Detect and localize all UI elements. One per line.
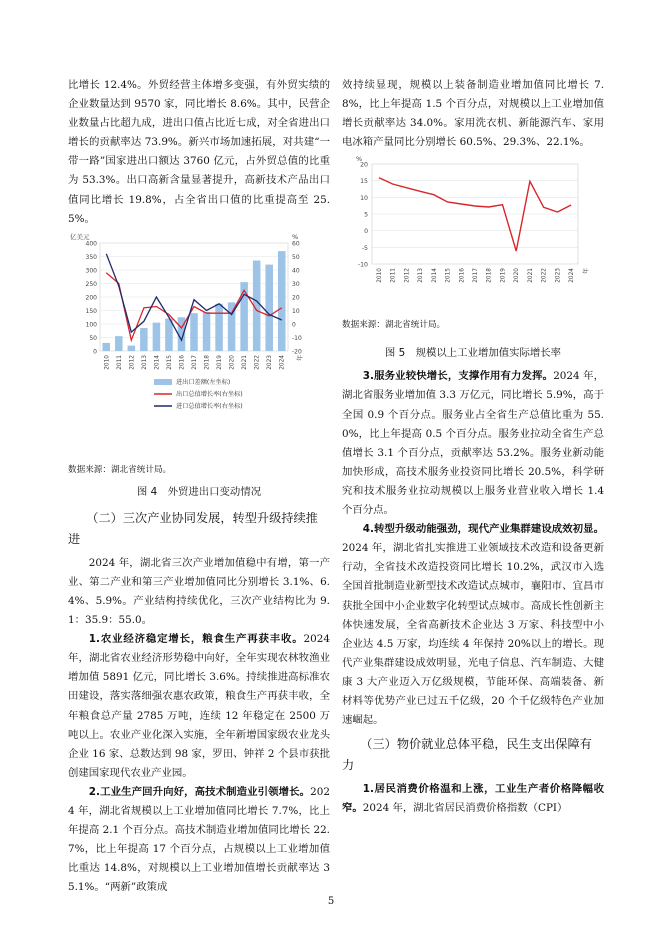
x-tick: 2018 <box>204 354 211 370</box>
x-tick: 2019 <box>217 354 224 370</box>
y-left-tick: 300 <box>85 267 97 275</box>
y-right-tick: 20 <box>292 294 300 302</box>
y-axis-label: % <box>356 155 363 164</box>
paragraph: 2024 年，湖北省三次产业增加值稳中有增，第一产业、第二产业和第三产业增加值同比分别增长 3.1%、6.4%、5.9%。产业结构持续优化，三次产业结构比为 9.1：35.9：55.0。 <box>68 556 330 627</box>
item-title: 1.农业经济稳定增长，粮食生产再获丰收。 <box>88 633 304 646</box>
item-text: 2024 年，湖北省规模以上工业增加值同比增长 7.7%，比上年提高 2.1 个百分点。高技术制造业增加值同比增长 22.7%，比上年提高 17 个百分点，占规模以上工业增加值比重达 14.8%，对规模以上工业增加值增长贡献率达 35.1%。“两新”政策成 <box>68 785 330 894</box>
chart-caption: 图 5 规模以上工业增加值实际增长率 <box>384 347 562 360</box>
y-right-tick: -10 <box>292 334 302 342</box>
x-tick: 2015 <box>166 354 173 370</box>
x-tick: 2024 <box>569 268 576 284</box>
paragraph <box>342 520 604 730</box>
bar <box>265 264 273 350</box>
bar <box>153 322 161 350</box>
x-tick: 2017 <box>473 268 479 284</box>
x-tick: 2018 <box>486 268 493 284</box>
x-tick: 2023 <box>267 354 274 370</box>
paragraph <box>68 783 330 898</box>
bar <box>278 251 286 351</box>
item-title: 1.居民消费价格温和上涨，工业生产者价格降幅收窄。 <box>342 783 604 815</box>
y-left-tick: 350 <box>85 253 97 261</box>
x-tick: 2012 <box>404 268 411 284</box>
y-left-tick: 250 <box>85 280 97 288</box>
y-tick: 5 <box>364 211 368 219</box>
bar <box>103 343 111 351</box>
right-column <box>342 76 604 818</box>
chart-caption: 图 4 外贸进出口变动情况 <box>136 485 262 498</box>
x-tick: 2019 <box>500 268 507 284</box>
item-title: 3.服务业较快增长，支撑作用有力发挥。 <box>362 370 554 383</box>
x-tick: 2016 <box>179 354 186 370</box>
x-axis-label: 年 <box>583 268 590 275</box>
bar <box>203 312 211 351</box>
y-left-tick: 200 <box>85 294 97 302</box>
x-tick: 2010 <box>376 268 383 284</box>
item-text: 2024 年，湖北省服务业增加值 3.3 万亿元，同比增长 5.9%，高于全国 0.9 个百分点。服务业占全省生产总值比重为 55.0%，比上年提高 0.5 个百分点。服务业拉动全省生产总值增长 3.1 个百分点，贡献率达 53.2%。服务业新动能加快形成，高技术服务业投资同比增长 20.5%，科学研究和技术服务业拉动规模以上服务业营业收入增长 1.4 个百分点。 <box>342 370 604 517</box>
legend-label: 进口总值增长率(右坐标) <box>176 402 243 410</box>
chart-source: 数据来源：湖北省统计局。 <box>342 320 446 331</box>
x-tick: 2015 <box>445 268 452 284</box>
x-tick: 2017 <box>192 354 198 370</box>
x-tick: 2013 <box>418 268 425 284</box>
item-title: 4.转型升级动能强劲，现代产业集群建设成效初显。 <box>362 523 604 536</box>
industrial-growth-chart <box>342 152 604 312</box>
x-tick: 2023 <box>555 268 562 284</box>
paragraph <box>342 367 604 520</box>
page-number: 5 <box>327 896 335 907</box>
bar <box>128 345 136 350</box>
y-left-unit: 亿美元 <box>70 232 90 241</box>
legend-swatch <box>154 379 172 385</box>
item-text: 2024 年，湖北省农业经济形势稳中向好，全年实现农林牧渔业增加值 5891 亿元，同比增长 3.6%。持续推进高标准农田建设，落实落细强农惠农政策，粮食生产再获丰收，全年粮食总产量 2785 万吨，连续 12 年稳定在 2500 万吨以上。农业产业化深入实施，全年新增国家级农业龙头企业 16 家、总数达到 98 家，罗田、钟祥 2 个县市获批创建国家现代农业产业园。 <box>68 633 330 779</box>
y-right-unit: % <box>292 232 299 241</box>
section-title: （二）三次产业协同发展，转型升级持续推进 <box>68 510 318 546</box>
y-tick: 0 <box>364 228 368 236</box>
bar <box>140 328 148 351</box>
paragraph: 效持续显现，规模以上装备制造业增加值同比增长 7.8%，比上年提高 1.5 个百分点，对规模以上工业增加值增长贡献率达 34.0%。家用洗衣机、新能源汽车、家用电冰箱产量同比分别增长 60.5%、29.3%、22.1%。 <box>342 79 604 149</box>
chart-source: 数据来源：湖北省统计局。 <box>68 464 172 475</box>
x-tick: 2022 <box>254 354 261 370</box>
paragraph: 比增长 12.4%。外贸经营主体增多变强，有外贸实绩的企业数量达到 9570 家，同比增长 8.6%。其中，民营企业数量占比超九成，进出口值占比近七成，对全省进出口增长的贡献率达 73.9%。新兴市场加速拓展，对共建“一带一路”国家进出口额达 3760 亿元，占外贸总值的比重为 53.3%。出口高新含量显著提升，高新技术产品出口值同比增长 19.8%，占全省出口值的比重提高至 25.5%。 <box>68 79 330 225</box>
bar <box>190 313 198 351</box>
item-text: 2024 年，湖北省居民消费价格指数（CPI） <box>362 802 568 815</box>
y-left-tick: 50 <box>89 334 97 342</box>
left-column <box>68 76 330 897</box>
x-tick: 2021 <box>527 268 534 284</box>
y-right-tick: 10 <box>292 307 300 315</box>
y-right-tick: 0 <box>292 321 296 329</box>
y-right-tick: 50 <box>292 253 300 261</box>
item-title: 2.工业生产回升向好，高技术制造业引领增长。 <box>88 785 311 798</box>
x-tick: 2024 <box>279 354 286 370</box>
x-tick: 2010 <box>104 354 111 370</box>
y-tick: 20 <box>360 161 368 169</box>
paragraph <box>68 630 330 783</box>
x-tick: 2011 <box>390 268 397 284</box>
bar <box>240 282 248 351</box>
y-left-tick: 150 <box>85 307 97 315</box>
x-tick: 2022 <box>541 268 548 284</box>
y-tick: -10 <box>357 261 368 269</box>
item-text: 2024 年，湖北省扎实推进工业领域技术改造和设备更新行动，全省技术改造投资同比增长 10.2%，武汉市入选全国首批制造业新型技术改造试点城市，襄阳市、宜昌市获批全国中小企业数字化转型试点城市。高成长性创新主体快速发展，全省高新技术企业达 3 万家、科技型中小企业达 4.5 万家，均连续 4 年保持 20%以上的增长。现代产业集群建设成效明显，光电子信息、汽车制造、大健康 3 大产业迈入万亿级规模，节能环保、高端装备、新材料等优势产业已过五千亿级，20 个千亿级特色产业加速崛起。 <box>342 542 604 727</box>
foreign-trade-chart <box>68 229 330 459</box>
y-tick: 15 <box>360 178 368 186</box>
x-tick: 2016 <box>459 268 466 284</box>
y-left-tick: 400 <box>85 240 97 248</box>
legend-label: 进出口差额(左坐标) <box>176 378 231 386</box>
bar <box>115 336 123 351</box>
y-right-tick: 40 <box>292 267 300 275</box>
x-tick: 2021 <box>242 354 249 370</box>
bar <box>215 304 223 351</box>
y-tick: -5 <box>361 245 368 253</box>
y-tick: 10 <box>360 195 368 203</box>
x-tick: 2020 <box>229 354 236 370</box>
section-title: （三）物价就业总体平稳，民生支出保障有力 <box>342 737 592 773</box>
x-tick: 2020 <box>514 268 521 284</box>
x-axis-label: 年 <box>297 354 304 361</box>
y-left-tick: 100 <box>85 321 97 329</box>
x-tick: 2014 <box>431 268 438 284</box>
x-tick: 2011 <box>116 354 123 370</box>
x-tick: 2014 <box>154 354 161 370</box>
legend-label: 出口总值增长率(右坐标) <box>176 390 243 398</box>
x-tick: 2013 <box>141 354 148 370</box>
paragraph <box>342 780 604 818</box>
y-right-tick: 30 <box>292 280 300 288</box>
y-right-tick: 60 <box>292 240 300 248</box>
y-right-tick: -20 <box>292 348 302 356</box>
y-left-tick: 0 <box>93 348 97 356</box>
x-tick: 2012 <box>129 354 136 370</box>
